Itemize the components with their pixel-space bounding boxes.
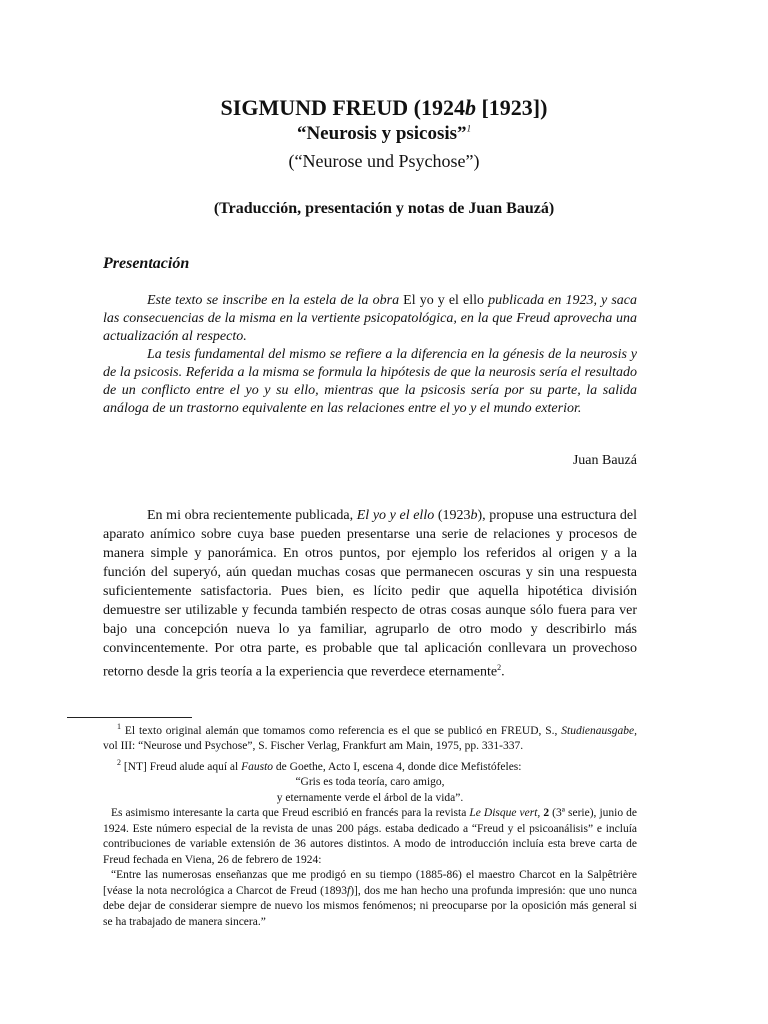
footnote-2: $^2$ [NT] Freud alude aquí al Fausto de Goethe, Acto I, escena 4, donde dice Mefistófeles: [117, 757, 522, 773]
presentation-text [103, 292, 637, 418]
footnotes [103, 719, 637, 930]
footnote-2-paragraph-2: Es asimismo interesante la carta que Freud escribió en francés para la revista Le Disque vert, 2 (3ª serie), junio de 1924. Este número especial de la revista de unas 200 págs. estaba dedicado a “Freud y el psicoanálisis” e incluía contribuciones de variable extensión de 36 autores distintos. A modo de introducción incluía esta breve carta de Freud fechada en Viena, 26 de febrero de 1924: [103, 807, 637, 866]
footnote-ref-1: 1 [466, 123, 472, 134]
main-text [103, 506, 637, 682]
translation-credit: (Traducción, presentación y notas de Juan Bauzá) [213, 200, 555, 217]
footnote-1: $^1$ El texto original alemán que tomamos como referencia es el que se publicó en FREUD, S., Studienausgabe, vol III: “Neurose und Psychose”, S. Fischer Verlag, Frankfurt am Main, 1975, pp. 331-337. [103, 722, 637, 753]
footnote-separator [67, 717, 192, 718]
original-title: (“Neurose und Psychose”) [288, 151, 480, 171]
document-title: SIGMUND FREUD (1924b [1923]) [220, 95, 548, 120]
body-paragraph: En mi obra recientemente publicada, El yo y el ello (1923b), propuse una estructura del aparato anímico sobre cuya base pueden presentarse una serie de relaciones y procesos de manera simple y panorámica. En otros puntos, por ejemplo los referidos al origen y a la función del superyó, aún quedan muchas cosas que permanecen oscuras y sin una respuesta suficientemente satisfactoria. Pues bien, es lícito pedir que aquella hipotética división demuestre ser utilizable y fecunda también respecto de otras cosas aunque sólo fuera para ver bajo una concepción nueva lo ya familiar, agruparlo de otro modo y describirlo más convincentemente. Por otra parte, es probable que tal aplicación conllevara un provechoso retorno desde la gris teoría a la experiencia que reverdece eternamente$^2$. [103, 508, 638, 680]
document-subtitle: “Neurosis y psicosis”$^1$ [296, 123, 472, 144]
presentation-paragraph-2: La tesis fundamental del mismo se refiere a la diferencia en la génesis de la neurosis y de la psicosis. Referida a la misma se formula la hipótesis de que la neurosis sería el resultado de un conflicto entre el yo y su ello, mientras que la psicosis sería por su parte, la salida análoga de un trastorno equivalente en las relaciones entre el yo y el mundo exterior. [103, 347, 637, 416]
signature: Juan Bauzá [572, 453, 637, 468]
footnote-ref-2: 2 [497, 663, 502, 672]
quote-line-1: “Gris es toda teoría, caro amigo, [295, 776, 445, 789]
footnote-2-quote: “Entre las numerosas enseñanzas que me prodigó en su tiempo (1885-86) el maestro Charcot en la Salpêtrière [véase la nota necrológica a Charcot de Freud (1893f)], dos me han hecho una profunda impresión: que uno nunca debe dejar de considerar siempre de nuevo los mismos fenómenos; ni preocuparse por la oposición más general si se ha trabajado de manera sincera.” [103, 869, 637, 928]
presentation-heading: Presentación [103, 255, 190, 272]
quote-line-2: y eternamente verde el árbol de la vida”. [276, 791, 464, 804]
presentation-paragraph-1: Este texto se inscribe en la estela de la obra El yo y el ello publicada en 1923, y saca las consecuencias de la misma en la vertiente psicopatológica, en la que Freud aprovecha una actualización al respecto. [103, 293, 638, 344]
